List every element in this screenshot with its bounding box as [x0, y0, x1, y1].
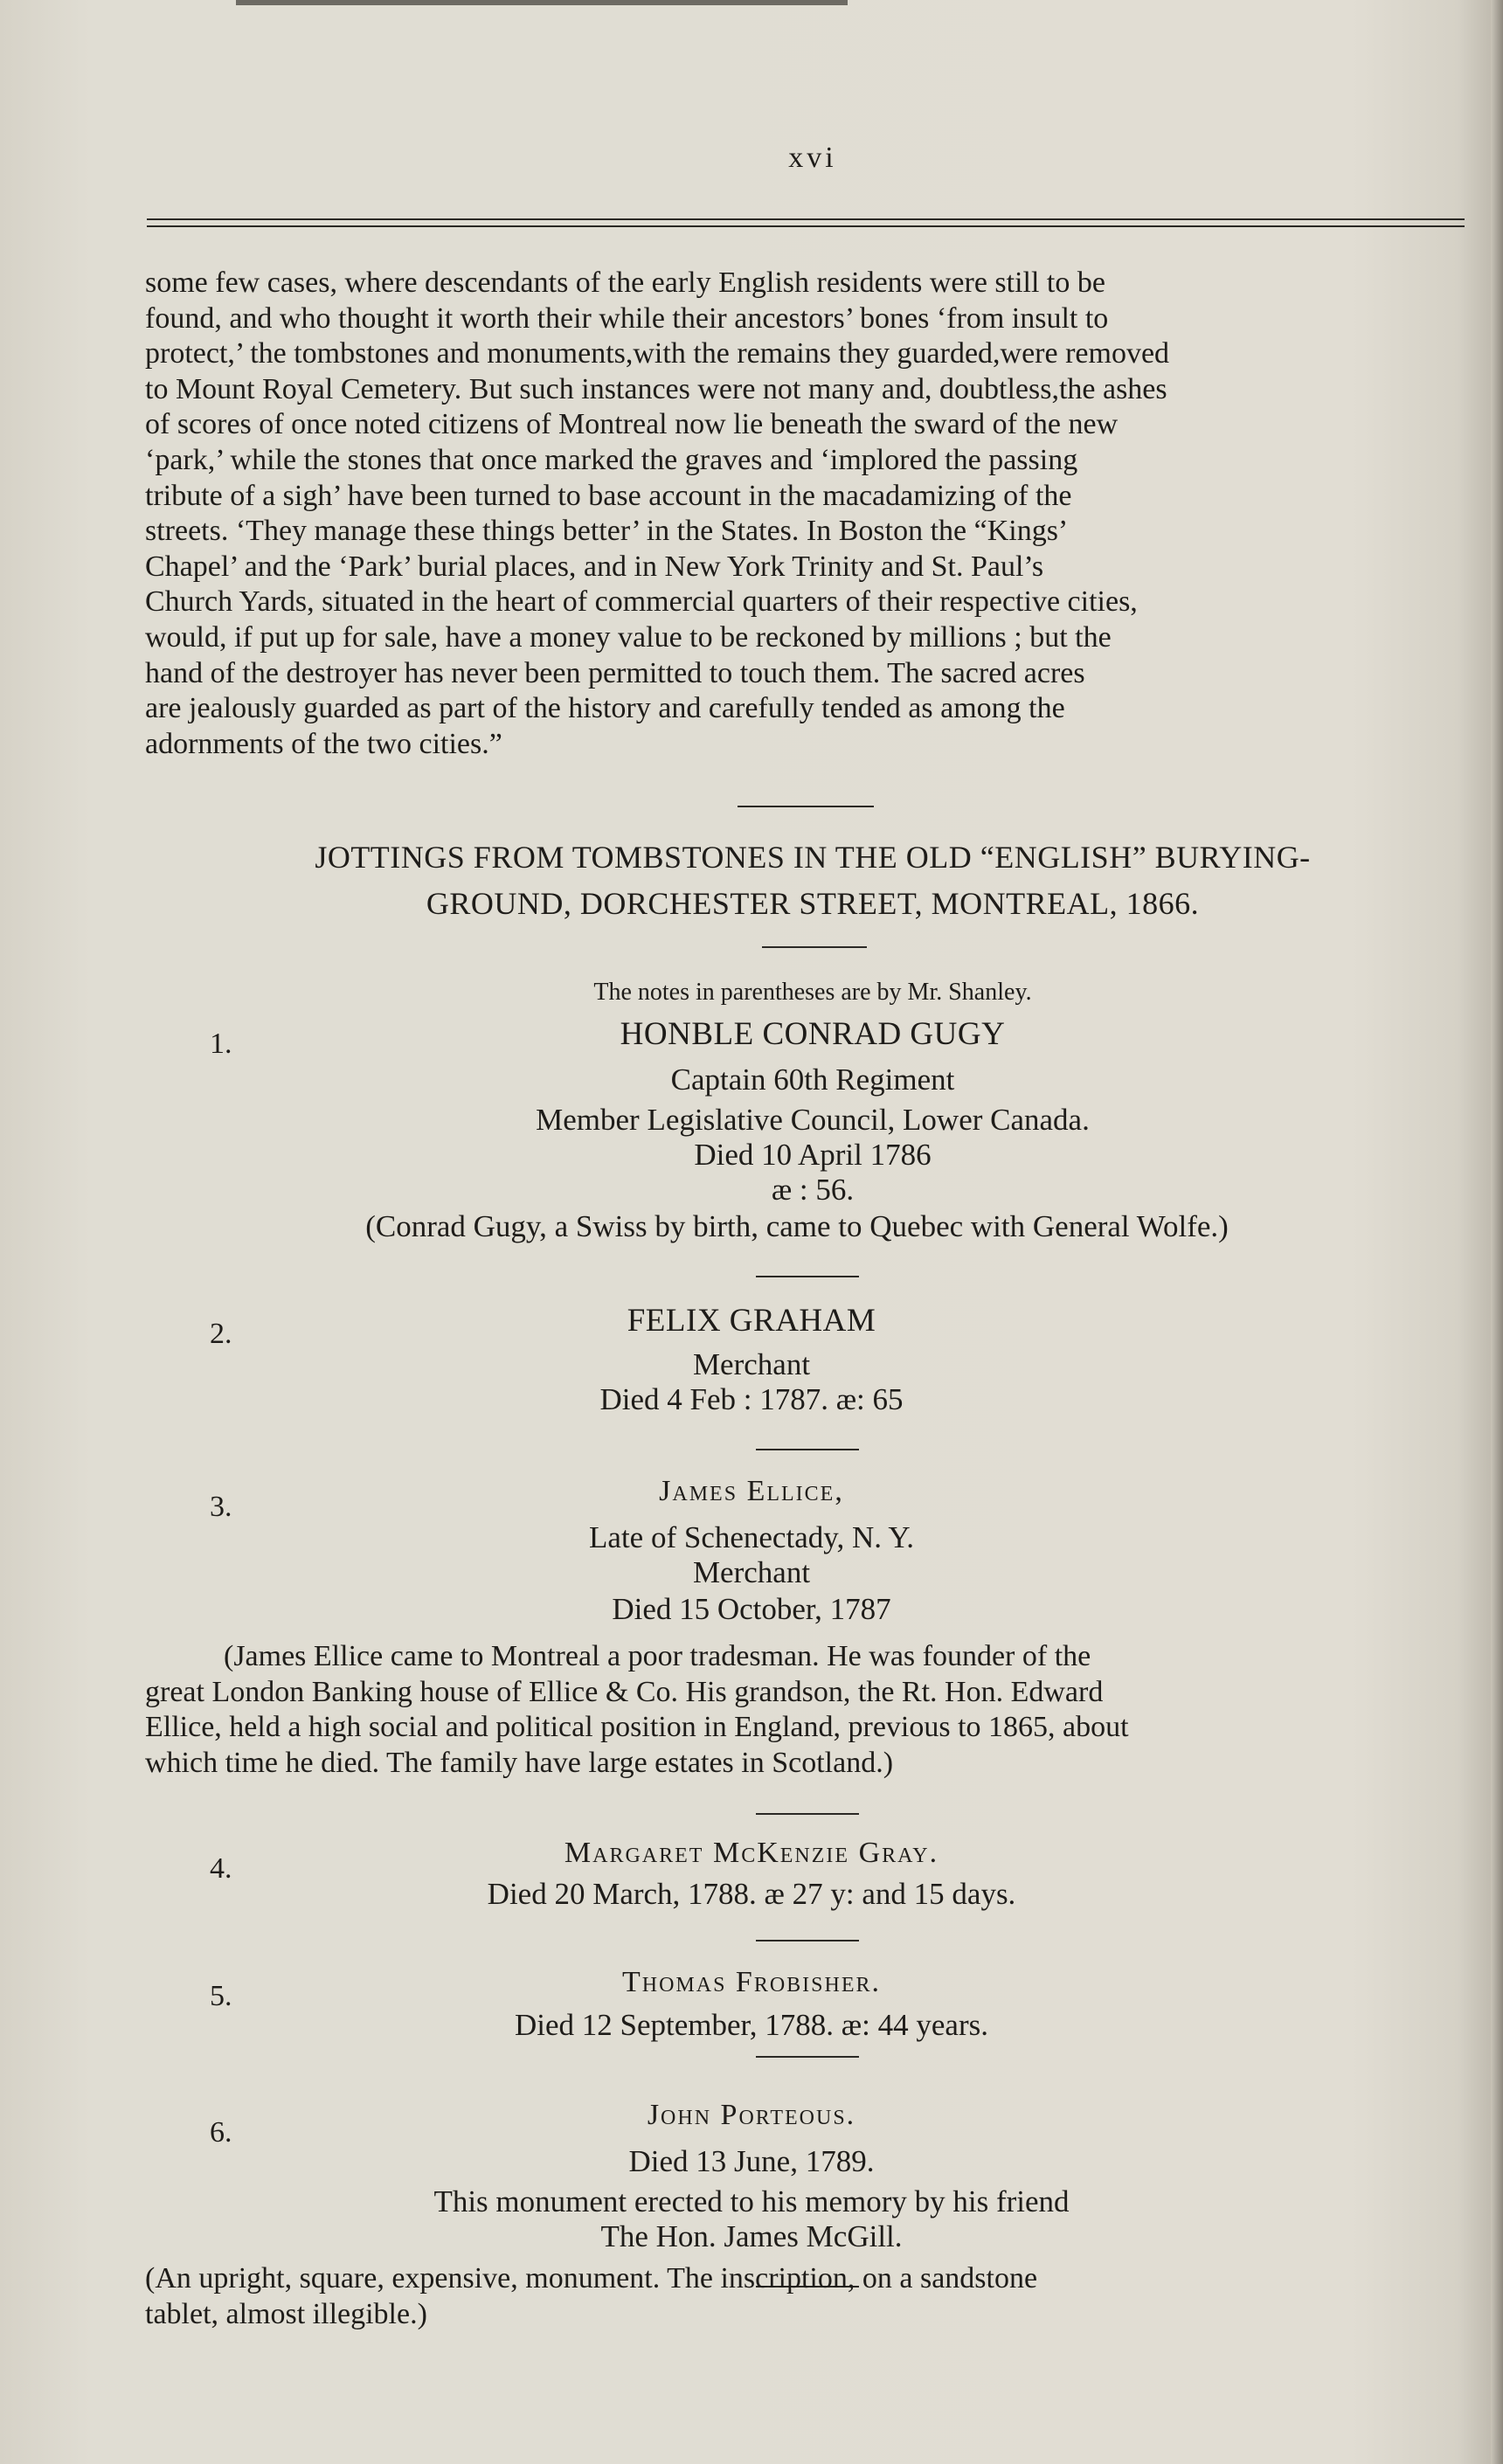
entry-number: 4. [210, 1852, 232, 1885]
intro-line: protect,’ the tombstones and monuments,with the remains they guarded,were removed [145, 337, 1170, 370]
entry-line: æ : 56. [771, 1173, 855, 1207]
entry-note: (Conrad Gugy, a Swiss by birth, came to Quebec with General Wolfe.) [365, 1209, 1229, 1243]
entry-line: Died 13 June, 1789. [628, 2144, 875, 2178]
entry-line: Member Legislative Council, Lower Canada. [536, 1103, 1090, 1137]
entry-line: Late of Schenectady, N. Y. [589, 1520, 914, 1554]
note-line: great London Banking house of Ellice & Co. His grandson, the Rt. Hon. Edward [145, 1675, 1104, 1708]
entry-line: Merchant [692, 1347, 811, 1381]
note-line: tablet, almost illegible.) [145, 2297, 427, 2330]
entry-number: 2. [210, 1318, 232, 1350]
note-line: which time he died. The family have large estates in Scotland.) [145, 1746, 894, 1779]
intro-line: to Mount Royal Cemetery. But such instances were not many and, doubtless,the ashes [145, 372, 1167, 405]
entry-line: Merchant [692, 1555, 811, 1589]
page-top-edge [236, 0, 848, 5]
header-double-rule [147, 218, 1465, 227]
intro-line: would, if put up for sale, have a money value to be reckoned by millions ; but the [145, 620, 1112, 654]
entry-name: FELIX GRAHAM [627, 1303, 876, 1339]
entry-number: 5. [210, 1980, 232, 2012]
entry-line: Died 10 April 1786 [694, 1138, 932, 1172]
intro-line: hand of the destroyer has never been permitted to touch them. The sacred acres [145, 656, 1085, 689]
entry-line: This monument erected to his memory by his friend [433, 2184, 1070, 2218]
divider-rule [756, 1813, 859, 1815]
intro-line: adornments of the two cities.” [145, 727, 502, 760]
entry-name: James Ellice, [659, 1475, 844, 1507]
entry-number: 6. [210, 2116, 232, 2149]
entry-name: Thomas Frobisher. [621, 1966, 882, 1998]
intro-line: ‘park,’ while the stones that once marked the graves and ‘implored the passing [145, 443, 1078, 476]
section-heading-line-1: JOTTINGS FROM TOMBSTONES IN THE OLD “ENGLISH” BURYING- [315, 840, 1311, 875]
note-line: (James Ellice came to Montreal a poor tradesman. He was founder of the [224, 1640, 1091, 1672]
intro-line: Chapel’ and the ‘Park’ burial places, and in New York Trinity and St. Paul’s [145, 550, 1044, 583]
entry-line: Captain 60th Regiment [670, 1062, 955, 1097]
intro-line: Church Yards, situated in the heart of commercial quarters of their respective cities, [145, 585, 1138, 619]
entry-line: Died 20 March, 1788. æ 27 y: and 15 days. [487, 1877, 1016, 1911]
section-heading-line-2: GROUND, DORCHESTER STREET, MONTREAL, 1866. [426, 886, 1200, 921]
note-line: (An upright, square, expensive, monument. The inscription, on a sandstone [145, 2262, 1038, 2294]
intro-line: some few cases, where descendants of the early English residents were still to be [145, 266, 1105, 299]
intro-line: streets. ‘They manage these things better’ in the States. In Boston the “Kings’ [145, 515, 1069, 548]
intro-line: of scores of once noted citizens of Montreal now lie beneath the sward of the new [145, 408, 1119, 441]
entry-number: 1. [210, 1028, 232, 1060]
divider-rule [762, 946, 867, 948]
entry-name: John Porteous. [647, 2099, 856, 2131]
entry-note [145, 2261, 1473, 2332]
intro-line: found, and who thought it worth their while their ancestors’ bones ‘from insult to [145, 301, 1109, 335]
intro-paragraph [145, 266, 1473, 762]
section-divider [738, 806, 874, 807]
intro-line: tribute of a sigh’ have been turned to base account in the macadamizing of the [145, 479, 1072, 512]
entry-name: HONBLE CONRAD GUGY [620, 1016, 1006, 1052]
entry-number: 3. [210, 1491, 232, 1523]
entry-line: Died 4 Feb : 1787. æ: 65 [599, 1382, 904, 1416]
page-number: xvi [788, 142, 837, 174]
entry-name: Margaret McKenzie Gray. [564, 1837, 939, 1869]
divider-rule [756, 2056, 859, 2058]
entry-line: Died 15 October, 1787 [612, 1592, 891, 1626]
divider-rule [756, 1449, 859, 1450]
divider-rule [756, 1276, 859, 1277]
note-line: Ellice, held a high social and political position in England, previous to 1865, about [145, 1711, 1129, 1744]
notes-intro: The notes in parentheses are by Mr. Shanley. [593, 979, 1032, 1006]
entry-note [145, 1639, 1473, 1781]
entry-line: Died 12 September, 1788. æ: 44 years. [515, 2008, 988, 2042]
entry-line: The Hon. James McGill. [600, 2219, 903, 2253]
divider-rule [756, 1940, 859, 1941]
intro-line: are jealously guarded as part of the history and carefully tended as among the [145, 692, 1065, 725]
